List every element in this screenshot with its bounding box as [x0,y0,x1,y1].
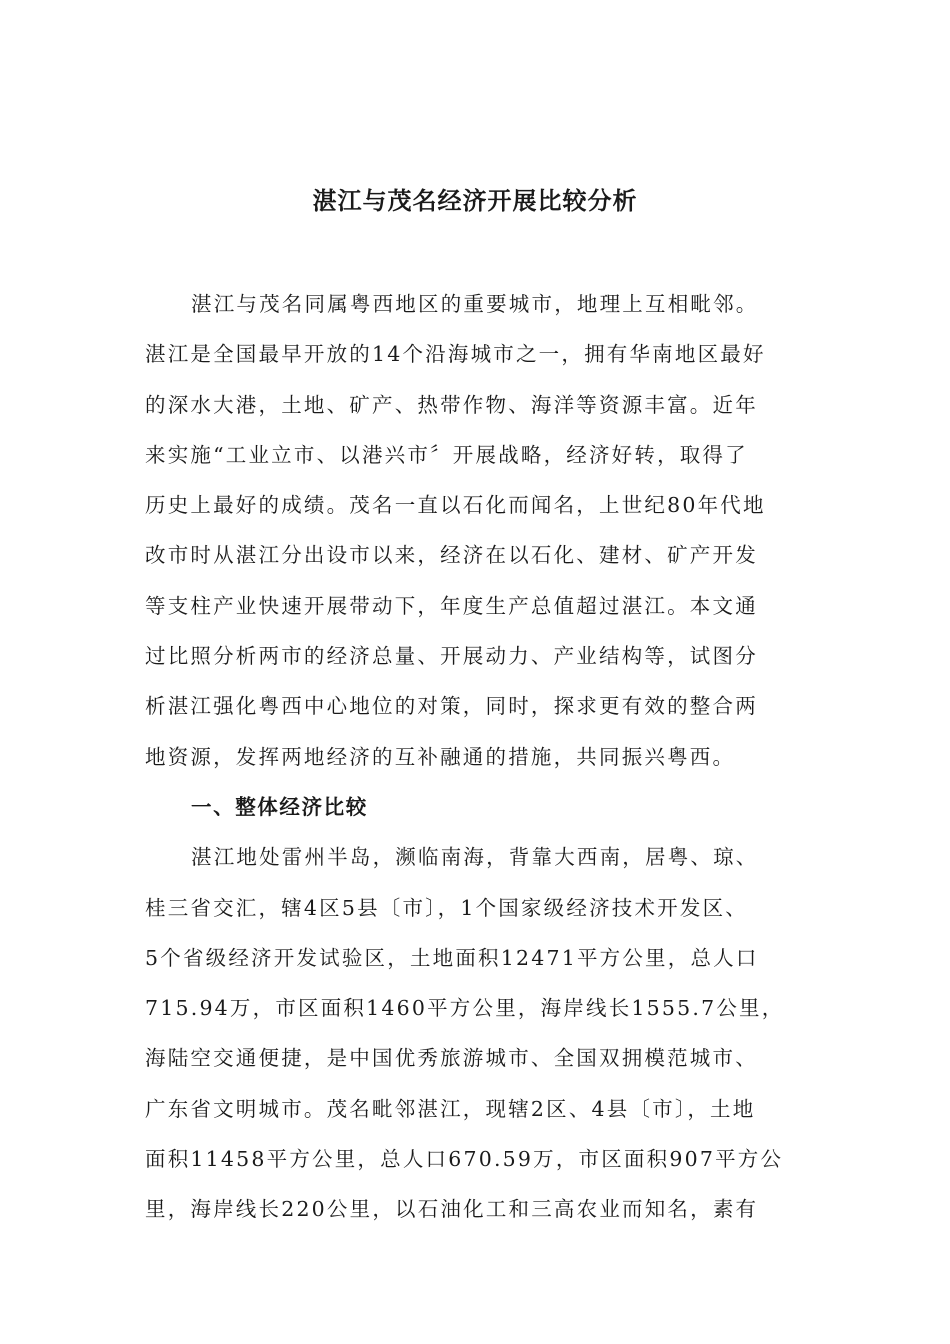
section-heading: 一、整体经济比较 [191,794,368,819]
text-line: 的深水大港，土地、矿产、热带作物、海洋等资源丰富。近年 [145,392,758,417]
text-line: 历史上最好的成绩。茂名一直以石化而闻名，上世纪80年代地 [145,493,766,518]
text-line: 等支柱产业快速开展带动下，年度生产总值超过湛江。本文通 [145,593,758,618]
text-line: 海陆空交通便捷，是中国优秀旅游城市、全国双拥模范城市、 [145,1046,758,1071]
text-line: 地资源，发挥两地经济的互补融通的措施，共同振兴粤西。 [145,744,736,769]
text-line: 面积11458平方公里，总人口670.59万，市区面积907平方公 [145,1147,784,1172]
text-line: 析湛江强化粤西中心地位的对策，同时，探求更有效的整合两 [145,694,758,719]
text-line: 湛江地处雷州半岛，濒临南海，背靠大西南，居粤、琼、 [191,845,759,870]
intro-paragraph [145,279,815,782]
text-line: 湛江是全国最早开放的14个沿海城市之一，拥有华南地区最好 [145,342,766,367]
text-line: 湛江与茂名同属粤西地区的重要城市，地理上互相毗邻。 [191,292,759,316]
text-line: 桂三省交汇，辖4区5县〔市〕，1个国家级经济技术开发区、 [145,895,748,920]
text-line: 里，海岸线长220公里，以石油化工和三高农业而知名，素有 [145,1197,759,1222]
text-line: 来实施“工业立市、以港兴市〞开展战略，经济好转，取得了 [145,442,748,467]
text-line: 5个省级经济开发试验区，土地面积12471平方公里，总人口 [145,945,759,970]
text-line: 改市时从湛江分出设市以来，经济在以石化、建材、矿产开发 [145,543,758,568]
document-body [145,279,815,1235]
text-line: 715.94万，市区面积1460平方公里，海岸线长1555.7公里， [145,996,785,1021]
text-line: 广东省文明城市。茂名毗邻湛江，现辖2区、4县〔市〕，土地 [145,1096,756,1121]
text-line: 过比照分析两市的经济总量、开展动力、产业结构等，试图分 [145,644,758,669]
document-title: 湛江与茂名经济开展比较分析 [312,187,638,215]
section-paragraph [145,832,815,1234]
